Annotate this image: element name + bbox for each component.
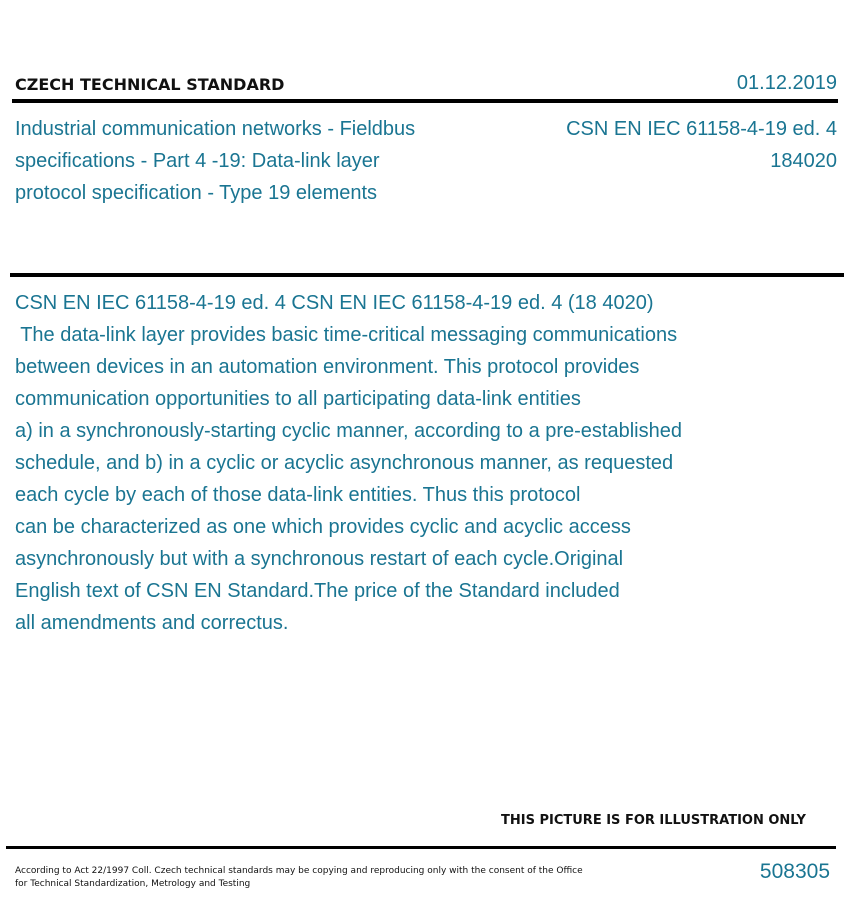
abstract-line: asynchronously but with a synchronous restart of each cycle.Original bbox=[15, 548, 624, 570]
document-type: CZECH TECHNICAL STANDARD bbox=[15, 75, 285, 94]
legal-line: According to Act 22/1997 Coll. Czech technical standards may be copying and reproducing only with the consent of the Office bbox=[15, 866, 583, 876]
title-line: protocol specification - Type 19 elements bbox=[15, 182, 378, 204]
abstract-line: can be characterized as one which provides cyclic and acyclic access bbox=[15, 516, 631, 538]
header-divider bbox=[12, 99, 838, 103]
abstract-text bbox=[15, 287, 775, 639]
standard-designation: CSN EN IEC 61158-4-19 ed. 4 bbox=[566, 118, 837, 140]
abstract-line: a) in a synchronously-starting cyclic manner, according to a pre-established bbox=[15, 420, 682, 442]
footer-divider bbox=[6, 846, 836, 849]
catalog-code: 508305 bbox=[759, 860, 830, 883]
publication-date: 01.12.2019 bbox=[736, 72, 837, 94]
abstract-line: all amendments and correctus. bbox=[15, 612, 289, 634]
abstract-line: between devices in an automation environment. This protocol provides bbox=[15, 356, 640, 378]
standard-identifier bbox=[566, 113, 837, 177]
abstract-line: schedule, and b) in a cyclic or acyclic asynchronous manner, as requested bbox=[15, 452, 674, 474]
abstract-line: communication opportunities to all participating data-link entities bbox=[15, 388, 581, 410]
title-line: Industrial communication networks - Fieldbus bbox=[15, 118, 416, 140]
legal-notice bbox=[15, 865, 615, 891]
illustration-disclaimer: THIS PICTURE IS FOR ILLUSTRATION ONLY bbox=[501, 813, 806, 828]
classification-number: 184020 bbox=[770, 150, 837, 172]
title-line: specifications - Part 4 -19: Data-link layer bbox=[15, 150, 380, 172]
section-divider bbox=[10, 273, 844, 277]
abstract-line: CSN EN IEC 61158-4-19 ed. 4 CSN EN IEC 61158-4-19 ed. 4 (18 4020) bbox=[15, 292, 654, 314]
abstract-line: English text of CSN EN Standard.The price of the Standard included bbox=[15, 580, 620, 602]
standard-title bbox=[15, 113, 495, 209]
abstract-line: The data-link layer provides basic time-critical messaging communications bbox=[15, 324, 678, 346]
abstract-line: each cycle by each of those data-link entities. Thus this protocol bbox=[15, 484, 581, 506]
legal-line: for Technical Standardization, Metrology and Testing bbox=[15, 879, 251, 889]
